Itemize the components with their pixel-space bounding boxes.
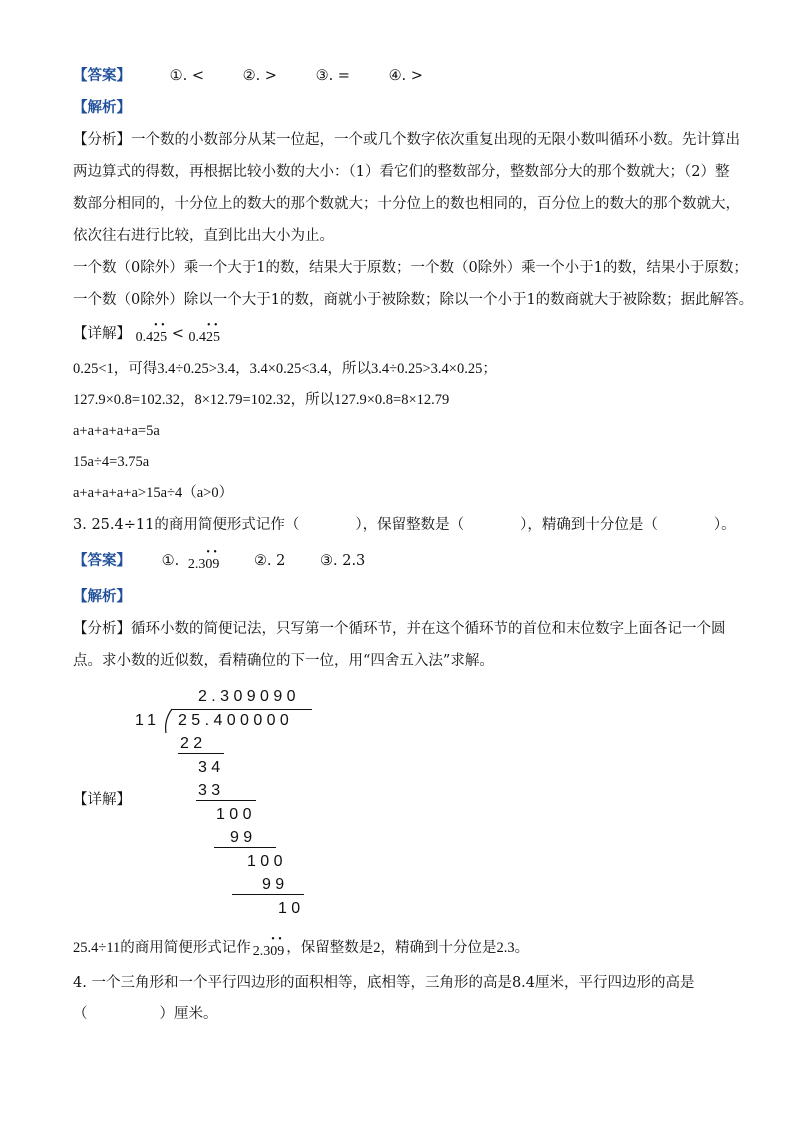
answer-item-3: ③. =	[315, 68, 350, 84]
rep-digit: • 9	[212, 547, 220, 572]
division-step: 34	[198, 759, 225, 776]
q2-detail-line-4: 15a÷4=3.75a	[73, 454, 150, 470]
answer-label: 【答案】	[73, 67, 131, 84]
division-rule	[196, 800, 256, 801]
division-bracket	[162, 708, 176, 734]
division-step: 22	[180, 735, 207, 752]
rep-digit: • 0	[205, 547, 213, 572]
q2-detail-line-3: a+a+a+a+a=5a	[73, 423, 160, 439]
answer-item-1: ①. <	[169, 68, 204, 84]
q2-fenxi-line-1	[73, 130, 740, 150]
q3-fenxi-line-1	[73, 619, 726, 639]
rep-digit: • 2	[153, 320, 161, 345]
division-rule	[214, 847, 276, 848]
division-step: 100	[216, 806, 256, 823]
q2-fenxi-line-2: 两边算式的得数，再根据比较小数的大小：（1）看它们的整数部分，整数部分大的那个数就大；（2）整	[73, 164, 730, 180]
rep-plain: 0.4	[135, 330, 154, 345]
fenxi-text: 循环小数的简便记法，只写第一个循环节，并在这个循环节的首位和末位数字上面各记一个圆	[131, 621, 726, 637]
q4-question-line-1: 4. 一个三角形和一个平行四边形的面积相等，底相等，三角形的高是8.4厘米，平行四边形的高是	[73, 975, 695, 991]
answer-item-1: ①. 2.3 • 0 • 9	[161, 547, 220, 572]
division-divisor: 11	[135, 712, 161, 729]
answer-item-3: ③. 2.3	[320, 553, 366, 569]
q4-question-line-2	[73, 1004, 218, 1024]
rep-digit: • 5	[160, 320, 168, 345]
rep-digit: • 2	[205, 320, 213, 345]
division-step: 99	[230, 829, 257, 846]
repeat-dot: •	[206, 547, 210, 558]
fenxi-label: 【分析】	[73, 132, 131, 148]
rep-plain: 2.3	[252, 944, 271, 959]
q2-detail-line-1: 0.25<1，可得3.4÷0.25>3.4，3.4×0.25<3.4，所以3.4÷0.25>3.4×0.25；	[73, 361, 497, 377]
q3-answer-row	[73, 547, 366, 572]
q2-answer-row	[73, 66, 423, 86]
repeat-dot: •	[154, 320, 158, 331]
division-step: 99	[262, 876, 289, 893]
q4-paren-open: （	[73, 1006, 88, 1022]
q3-question-part-d: ）。	[713, 517, 736, 533]
compare-sign: <	[171, 326, 184, 342]
answer-item-4: ④. >	[388, 68, 423, 84]
q3-question-part-b: ），保留整数是（	[355, 517, 465, 533]
q3-fenxi-line-2: 点。求小数的近似数，看精确位的下一位，用“四舍五入法”求解。	[73, 653, 494, 669]
q2-detail-line-5: a+a+a+a+a>15a÷4（a>0）	[73, 485, 234, 501]
division-step: 33	[198, 782, 225, 799]
analysis-label: 【解析】	[73, 588, 131, 605]
conclusion-part-a: 25.4÷11的商用简便形式记作	[73, 940, 251, 956]
repeat-dot: •	[213, 320, 218, 331]
repeat-dot: •	[271, 934, 275, 945]
division-dividend: 25.400000	[178, 712, 294, 729]
rep-digit: • 0	[270, 934, 278, 959]
division-rule	[232, 894, 304, 895]
q3-question-part-c: ），精确到十分位是（	[520, 517, 658, 533]
repeat-dot: •	[213, 547, 217, 558]
answer-item-2: ②. 2	[253, 553, 286, 569]
q2-fenxi-line-4: 依次往右进行比较，直到比出大小为止。	[73, 228, 334, 244]
division-step: 100	[247, 853, 287, 870]
q3-conclusion	[73, 934, 530, 959]
repeating-decimal-b	[188, 320, 220, 345]
division-rule	[178, 753, 224, 754]
fenxi-label: 【分析】	[73, 621, 131, 637]
q3-question	[73, 515, 736, 535]
rep-plain: 2.3	[187, 557, 206, 572]
division-quotient: 2.309090	[198, 688, 300, 705]
repeat-dot: •	[206, 320, 211, 331]
repeating-decimal-conclusion	[252, 934, 285, 959]
q3-question-part-a: 3. 25.4÷11的商用简便形式记作（	[73, 517, 300, 533]
q3-detail-label: 【详解】	[73, 792, 131, 808]
answer-item-2: ②. >	[242, 68, 277, 84]
q4-paren-close: ）厘米。	[159, 1006, 218, 1022]
q2-analysis-heading	[73, 98, 131, 118]
rep-digit: • 5	[212, 320, 220, 345]
analysis-label: 【解析】	[73, 99, 131, 116]
q2-detail-row	[73, 320, 220, 345]
q3-analysis-heading	[73, 587, 131, 607]
rep-digit: • 9	[277, 934, 285, 959]
answer-label: 【答案】	[73, 552, 131, 569]
division-remainder: 10	[278, 900, 305, 917]
fenxi-text: 一个数的小数部分从某一位起，一个或几个数字依次重复出现的无限小数叫循环小数。先计算出	[131, 132, 740, 148]
detail-label: 【详解】	[73, 326, 131, 342]
repeat-dot: •	[161, 320, 165, 331]
repeating-decimal-a	[135, 320, 168, 345]
conclusion-part-b: ，保留整数是2，精确到十分位是2.3。	[286, 940, 530, 956]
q2-fenxi-line-6: 一个数（0除外）除以一个大于1的数，商就小于被除数；除以一个小于1的数商就大于被除数；据此解答。	[73, 292, 754, 308]
q2-fenxi-line-5: 一个数（0除外）乘一个大于1的数，结果大于原数；一个数（0除外）乘一个小于1的数，结果小于原数；	[73, 260, 748, 276]
q2-fenxi-line-3: 数部分相同的，十分位上的数大的那个数就大；十分位上的数也相同的，百分位上的数大的那个数就大，	[73, 196, 740, 212]
q2-detail-line-2: 127.9×0.8=102.32，8×12.79=102.32，所以127.9×0.8=8×12.79	[73, 392, 450, 408]
rep-plain: 0.4	[188, 330, 206, 345]
repeat-dot: •	[278, 934, 282, 945]
division-bar	[172, 709, 312, 710]
